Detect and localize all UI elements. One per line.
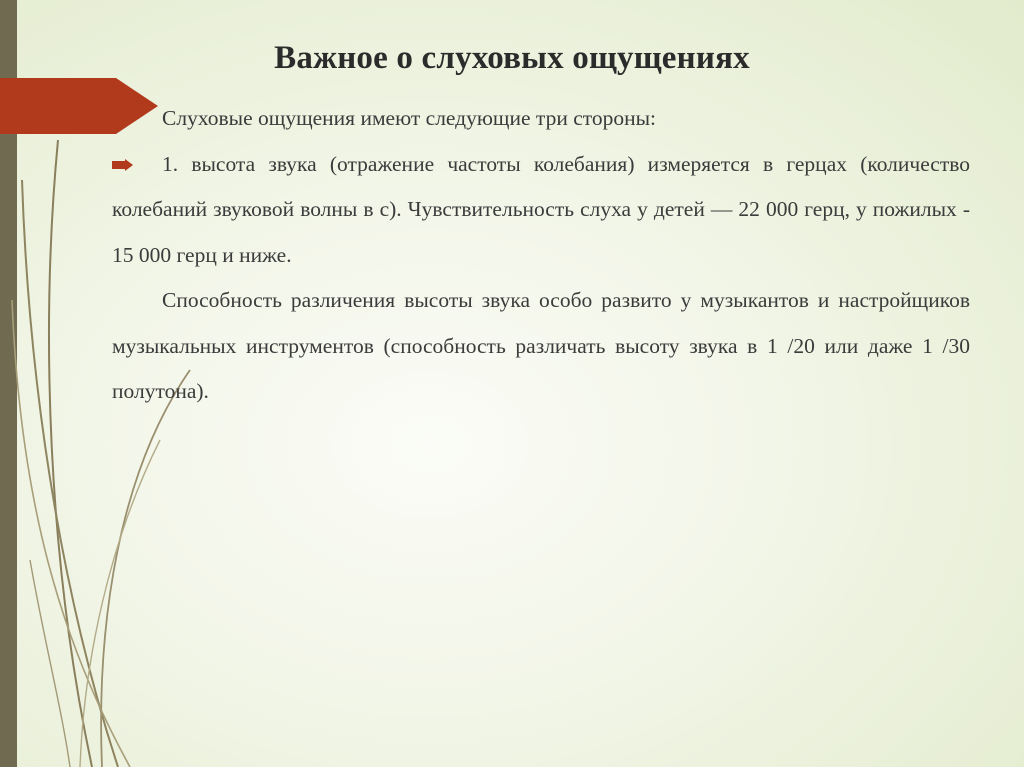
grass-blade-3 — [101, 370, 190, 767]
arrow-bullet-icon — [112, 159, 134, 171]
grass-blade-2 — [22, 180, 118, 767]
slide-title: Важное о слуховых ощущениях — [274, 40, 750, 76]
grass-blade-5 — [80, 440, 160, 767]
bullet-item — [112, 142, 970, 279]
intro-text: Слуховые ощущения имеют следующие три стороны: — [162, 106, 657, 130]
slide-body — [112, 96, 970, 415]
paragraph-text: Способность различения высоты звука особо развито у музыкантов и настройщиков музыкальных инструментов (способность различать высоту звука в 1 /20 или даже 1 /30 полутона). — [112, 288, 970, 403]
bullet-text: 1. высота звука (отражение частоты колебания) измеряется в герцах (количество колебаний звуковой волны в с). Чувствительность слуха у детей — 22 000 герц, у пожилых - 15 000 герц и ниже. — [112, 151, 970, 267]
